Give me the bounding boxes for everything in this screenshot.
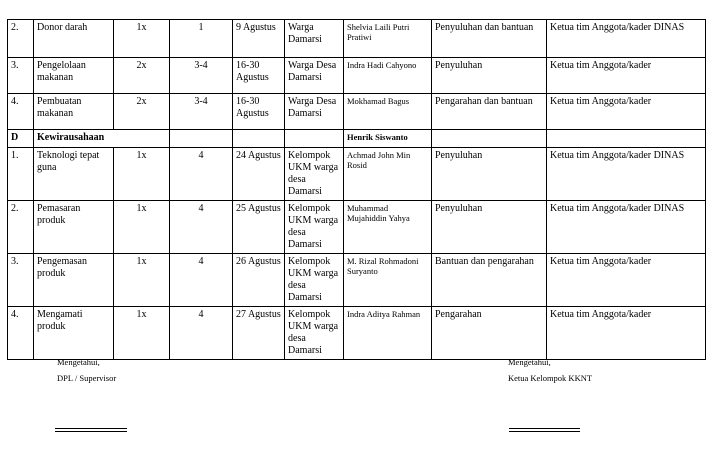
activity-form: Penyuluhan xyxy=(432,201,547,254)
person-in-charge: Shelvia Laili Putri Pratiwi xyxy=(344,20,432,58)
section-title: Kewirausahaan xyxy=(34,130,170,148)
frequency: 1x xyxy=(114,148,170,201)
involvement: Ketua tim Anggota/kader xyxy=(547,254,706,307)
activity-form: Pengarahan dan bantuan xyxy=(432,94,547,130)
frequency: 2x xyxy=(114,94,170,130)
frequency: 2x xyxy=(114,58,170,94)
involvement: Ketua tim Anggota/kader DINAS xyxy=(547,148,706,201)
activity-table xyxy=(7,19,706,360)
signature-line-left xyxy=(55,428,127,429)
schedule: 9 Agustus xyxy=(233,20,285,58)
signature-block-left xyxy=(57,354,116,386)
table-row xyxy=(8,254,706,307)
quantity: 1 xyxy=(170,20,233,58)
table-row xyxy=(8,58,706,94)
row-number: 1. xyxy=(8,148,34,201)
table-row xyxy=(8,148,706,201)
activity-form: Penyuluhan xyxy=(432,58,547,94)
target-group: Kelompok UKM warga desa Damarsi xyxy=(285,254,344,307)
target-group: Kelompok UKM warga desa Damarsi xyxy=(285,307,344,360)
signature-line-right xyxy=(509,428,580,429)
activity-name: Mengamati produk xyxy=(34,307,114,360)
table-row xyxy=(8,20,706,58)
person-in-charge: Mokhamad Bagus xyxy=(344,94,432,130)
row-number: 2. xyxy=(8,201,34,254)
frequency: 1x xyxy=(114,254,170,307)
activity-form: Penyuluhan dan bantuan xyxy=(432,20,547,58)
signature-block-right xyxy=(508,354,592,386)
frequency: 1x xyxy=(114,307,170,360)
row-number: 3. xyxy=(8,254,34,307)
person-in-charge: Achmad John Min Rosid xyxy=(344,148,432,201)
person-in-charge: Muhammad Mujahiddin Yahya xyxy=(344,201,432,254)
row-number: 3. xyxy=(8,58,34,94)
involvement: Ketua tim Anggota/kader DINAS xyxy=(547,201,706,254)
quantity: 3-4 xyxy=(170,94,233,130)
activity-name: Donor darah xyxy=(34,20,114,58)
schedule: 16-30 Agustus xyxy=(233,58,285,94)
activity-name: Teknologi tepat guna xyxy=(34,148,114,201)
person-in-charge: Indra Aditya Rahman xyxy=(344,307,432,360)
activity-name: Pengemasan produk xyxy=(34,254,114,307)
schedule: 24 Agustus xyxy=(233,148,285,201)
involvement: Ketua tim Anggota/kader DINAS xyxy=(547,20,706,58)
signature-left-role: DPL / Supervisor xyxy=(57,373,117,383)
person-in-charge: Indra Hadi Cahyono xyxy=(344,58,432,94)
quantity: 4 xyxy=(170,201,233,254)
quantity: 4 xyxy=(170,148,233,201)
signature-line-left-double xyxy=(55,431,127,432)
row-number: 4. xyxy=(8,307,34,360)
section-coordinator: Henrik Siswanto xyxy=(344,130,432,148)
signature-right-greeting: Mengetahui, xyxy=(508,357,551,367)
activity-form: Pengarahan xyxy=(432,307,547,360)
table-row xyxy=(8,201,706,254)
frequency: 1x xyxy=(114,20,170,58)
involvement: Ketua tim Anggota/kader xyxy=(547,307,706,360)
activity-form: Bantuan dan pengarahan xyxy=(432,254,547,307)
schedule: 26 Agustus xyxy=(233,254,285,307)
involvement: Ketua tim Anggota/kader xyxy=(547,58,706,94)
schedule: 16-30 Agustus xyxy=(233,94,285,130)
activity-name: Pembuatan makanan xyxy=(34,94,114,130)
schedule: 25 Agustus xyxy=(233,201,285,254)
person-in-charge: M. Rizal Rohmadoni Suryanto xyxy=(344,254,432,307)
section-letter: D xyxy=(8,130,34,148)
activity-name: Pemasaran produk xyxy=(34,201,114,254)
signature-left-greeting: Mengetahui, xyxy=(57,357,100,367)
target-group: Warga Damarsi xyxy=(285,20,344,58)
table-row xyxy=(8,94,706,130)
activity-form: Penyuluhan xyxy=(432,148,547,201)
row-number: 2. xyxy=(8,20,34,58)
quantity: 4 xyxy=(170,307,233,360)
involvement: Ketua tim Anggota/kader xyxy=(547,94,706,130)
table-row xyxy=(8,307,706,360)
target-group: Kelompok UKM warga desa Damarsi xyxy=(285,201,344,254)
row-number: 4. xyxy=(8,94,34,130)
target-group: Kelompok UKM warga desa Damarsi xyxy=(285,148,344,201)
quantity: 4 xyxy=(170,254,233,307)
activity-name: Pengelolaan makanan xyxy=(34,58,114,94)
signature-line-right-double xyxy=(509,431,580,432)
target-group: Warga Desa Damarsi xyxy=(285,94,344,130)
schedule: 27 Agustus xyxy=(233,307,285,360)
frequency: 1x xyxy=(114,201,170,254)
section-row xyxy=(8,130,706,148)
target-group: Warga Desa Damarsi xyxy=(285,58,344,94)
signature-right-role: Ketua Kelompok KKNT xyxy=(508,373,593,383)
quantity: 3-4 xyxy=(170,58,233,94)
